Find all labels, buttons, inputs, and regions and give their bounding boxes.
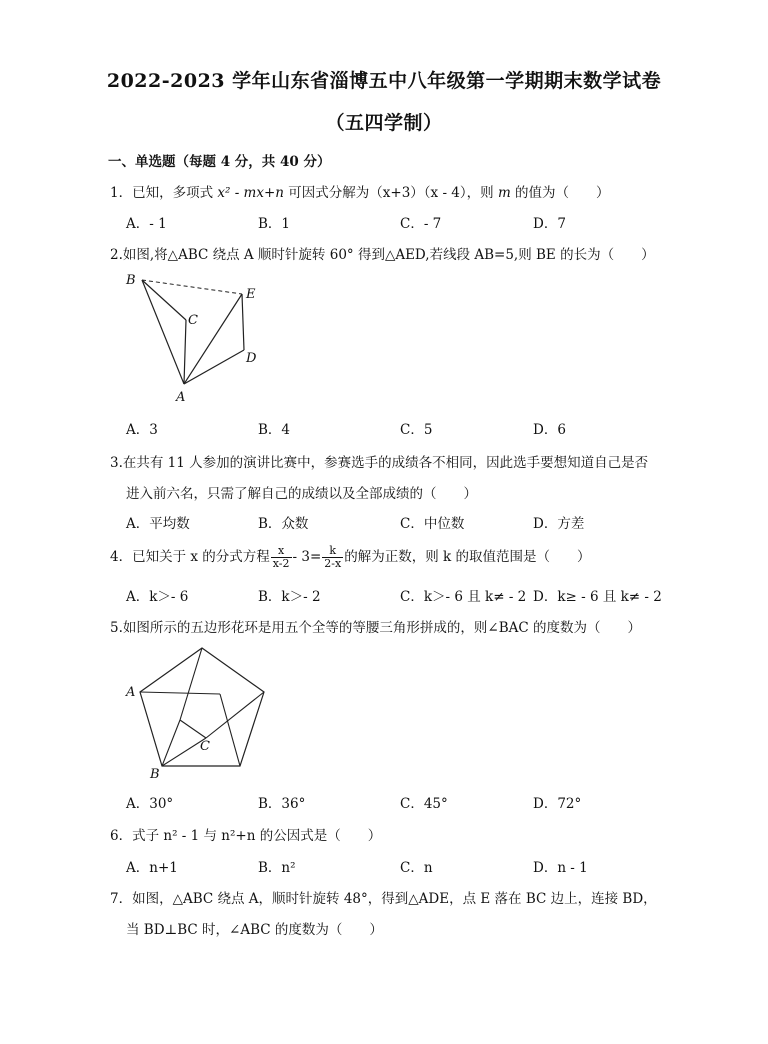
question-text: 的解为正数，则 k 的取值范围是（ ） xyxy=(344,549,591,565)
option-b: B．1 xyxy=(258,216,291,232)
fraction xyxy=(322,545,343,570)
section-heading: 一、单选题（每题 4 分，共 40 分） xyxy=(108,154,331,170)
option-a: A．平均数 xyxy=(126,516,190,532)
option-d: D．7 xyxy=(533,216,566,232)
question-text: 在共有 11 人参加的演讲比赛中，参赛选手的成绩各不相同，因此选手要想知道自己是否 xyxy=(122,455,649,471)
option-b: B．4 xyxy=(258,422,291,438)
question-3 xyxy=(110,451,648,471)
math-expression: x² - mx+n xyxy=(217,185,284,201)
fraction-denominator: x-2 xyxy=(272,557,290,570)
question-number: 3. xyxy=(110,455,123,471)
point-c-label: C xyxy=(200,739,210,754)
question-1 xyxy=(110,181,610,201)
question-text: 如图,将△ABC 绕点 A 顺时针旋转 60° 得到△AED,若线段 AB=5,则 BE 的长为（ ） xyxy=(122,247,655,263)
question-text: 已知关于 x 的分式方程 xyxy=(132,549,270,565)
option-b: B．n² xyxy=(258,860,296,876)
question-text: 已知，多项式 xyxy=(132,185,218,201)
point-a-label: A xyxy=(126,685,136,700)
math-expression: - 3= xyxy=(292,549,322,565)
option-c: C．中位数 xyxy=(400,516,465,532)
option-d: D．72° xyxy=(533,796,582,812)
point-d-label: D xyxy=(246,351,257,366)
point-b-label: B xyxy=(150,767,160,782)
question-text: 如图所示的五边形花环是用五个全等的等腰三角形拼成的，则∠BAC 的度数为（ ） xyxy=(122,620,641,636)
option-d: D．n - 1 xyxy=(533,860,588,876)
option-c: C．n xyxy=(400,860,433,876)
question-text: 式子 n² - 1 与 n²+n 的公因式是（ ） xyxy=(132,828,382,844)
point-e-label: E xyxy=(246,287,256,302)
option-c: C．45° xyxy=(400,796,448,812)
question-4 xyxy=(110,545,590,570)
option-c: C．5 xyxy=(400,422,433,438)
question-6 xyxy=(110,824,381,844)
question-number: 7． xyxy=(110,891,133,907)
point-b-label: B xyxy=(126,273,136,288)
exam-title: 2022-2023 学年山东省淄博五中八年级第一学期期末数学试卷 xyxy=(106,70,662,92)
question-3-continued: 进入前六名，只需了解自己的成绩以及全部成绩的（ ） xyxy=(126,486,477,502)
question-7 xyxy=(110,887,657,907)
option-d: D．6 xyxy=(533,422,566,438)
fraction-numerator: k xyxy=(322,545,343,558)
question-2 xyxy=(110,243,655,263)
exam-subtitle: （五四学制） xyxy=(325,112,443,134)
question-5 xyxy=(110,616,641,636)
fraction-denominator: 2-x xyxy=(324,557,342,570)
option-a: A．30° xyxy=(126,796,174,812)
fraction-numerator: x xyxy=(271,545,292,558)
point-a-label: A xyxy=(176,390,186,405)
math-variable: m xyxy=(497,185,511,201)
option-c: C．- 7 xyxy=(400,216,442,232)
question-number: 1． xyxy=(110,185,133,201)
question-7-continued: 当 BD⊥BC 时，∠ABC 的度数为（ ） xyxy=(126,922,383,938)
question-text: 的值为（ ） xyxy=(510,185,610,201)
option-c: C．k＞- 6 且 k≠ - 2 xyxy=(400,589,527,605)
question-number: 2. xyxy=(110,247,123,263)
option-b: B．k＞- 2 xyxy=(258,589,321,605)
option-b: B．众数 xyxy=(258,516,309,532)
question-text: 如图，△ABC 绕点 A，顺时针旋转 48°，得到△ADE，点 E 落在 BC 边上，连接 BD， xyxy=(132,891,657,907)
option-d: D．k≥ - 6 且 k≠ - 2 xyxy=(533,589,662,605)
question-number: 6． xyxy=(110,828,133,844)
rotation-figure xyxy=(118,268,268,408)
option-a: A．3 xyxy=(126,422,158,438)
option-a: A．n+1 xyxy=(126,860,178,876)
option-a: A．k＞- 6 xyxy=(126,589,189,605)
fraction xyxy=(271,545,292,570)
question-number: 5. xyxy=(110,620,123,636)
option-a: A．- 1 xyxy=(126,216,167,232)
point-c-label: C xyxy=(188,313,198,328)
option-d: D．方差 xyxy=(533,516,585,532)
option-b: B．36° xyxy=(258,796,306,812)
question-text: 可因式分解为（x+3）（x - 4），则 xyxy=(283,185,498,201)
question-number: 4． xyxy=(110,549,133,565)
pentagon-wreath-figure xyxy=(120,642,272,782)
